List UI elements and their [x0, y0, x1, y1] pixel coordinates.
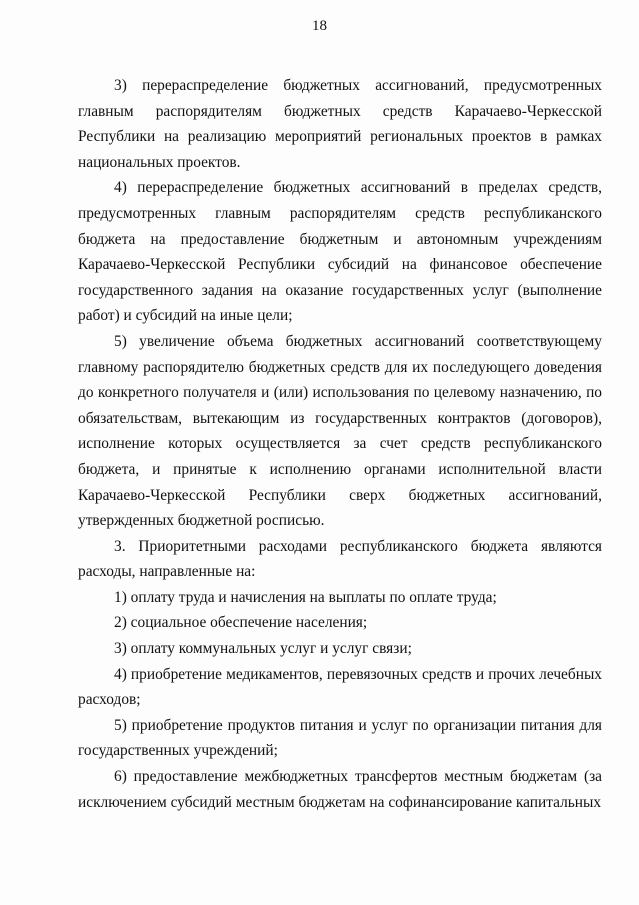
list-item-5: 5) приобретение продуктов питания и услуг по организации питания для государственных учреждений; [78, 716, 602, 760]
list-item-1: 1) оплату труда и начисления на выплаты по оплате труда; [114, 588, 497, 606]
list-item-6: 6) предоставление межбюджетных трансфертов местным бюджетам (за исключением субсидий местным бюджетам на софинансирование капитальных [78, 768, 602, 811]
paragraph-section-3: 3. Приоритетными расходами республиканского бюджета являются расходы, направленные на: [78, 537, 602, 581]
document-body [78, 73, 602, 815]
paragraph-item-3: 3) перераспределение бюджетных ассигнований, предусмотренных главным распорядителям бюджетных средств Карачаево-Черкесской Республики на реализацию мероприятий региональных проектов в рамках национальных проектов. [78, 77, 602, 171]
paragraph-item-5: 5) увеличение объема бюджетных ассигнований соответствующему главному распорядителю бюджетных средств для их последующего доведения до конкретного получателя и (или) использования по целевому назначению, по обязательствам, вытекающим из государственных контрактов (договоров), исполнение которых осуществляется за счет средств республиканского бюджета, и принятые к исполнению органами исполнительной власти Карачаево-Черкесской Республики сверх бюджетных ассигнований, утвержденных бюджетной росписью. [78, 332, 602, 530]
list-item-2: 2) социальное обеспечение населения; [114, 614, 368, 632]
list-item-3: 3) оплату коммунальных услуг и услуг связи; [114, 640, 412, 658]
list-item-4: 4) приобретение медикаментов, перевязочных средств и прочих лечебных расходов; [78, 665, 602, 709]
paragraph-item-4: 4) перераспределение бюджетных ассигнований в пределах средств, предусмотренных главным распорядителям средств республиканского бюджета на предоставление бюджетным и автономным учреждениям Карачаево-Черкесской Республики субсидий на финансовое обеспечение государственного задания на оказание государственных услуг (выполнение работ) и субсидий на иные цели; [78, 179, 602, 325]
page-number: 18 [312, 18, 327, 34]
